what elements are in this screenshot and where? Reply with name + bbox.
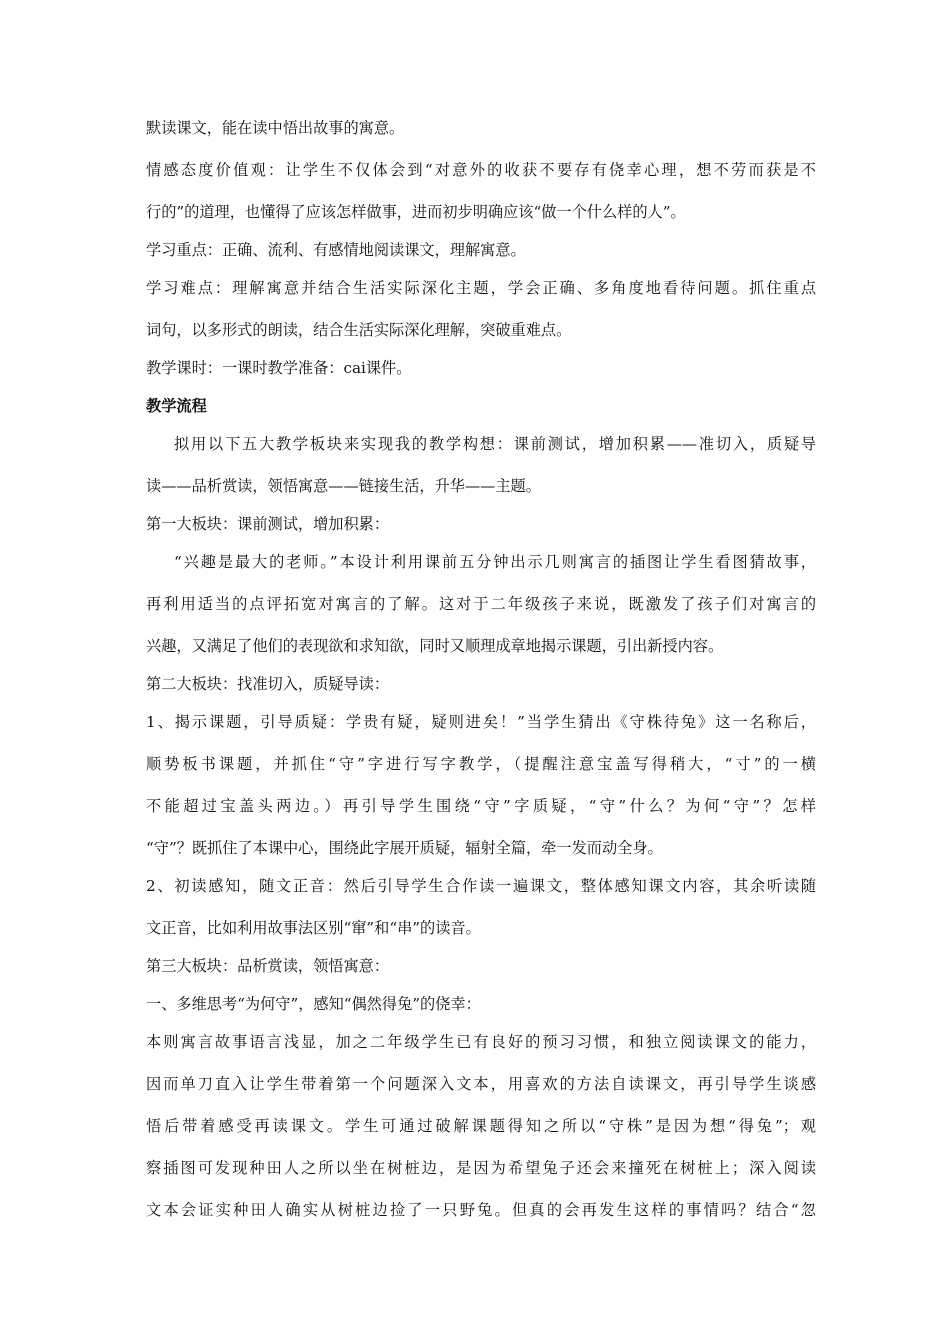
document-page [146,118,816,1220]
text-line: 文本会证实种田人确实从树桩边捡了一只野兔。但真的会再发生这样的事情吗？结合“忽 [146,1201,816,1219]
text-line: 词句，以多形式的朗读，结合生活实际深化理解，突破重难点。 [146,321,572,339]
text-line: 默读课文，能在读中悟出故事的寓意。 [146,119,405,137]
text-line: “兴趣是最大的老师。”本设计利用课前五分钟出示几则寓言的插图让学生看图猜故事， [174,553,816,571]
text-line: 一、多维思考“为何守”，感知“偶然得兔”的侥幸： [146,995,481,1013]
text-line: 情感态度价值观：让学生不仅体会到“对意外的收获不要存有侥幸心理，想不劳而获是不 [146,161,816,179]
text-line: 兴趣，又满足了他们的表现欲和求知欲，同时又顺理成章地揭示课题，引出新授内容。 [146,637,724,655]
text-line: 读——品析赏读，领悟寓意——链接生活，升华——主题。 [146,477,541,495]
text-line: 顺势板书课题，并抓住“守”字进行写字教学，（提醒注意宝盖写得稍大，“寸”的一横 [146,755,816,773]
text-line: 学习重点：正确、流利、有感情地阅读课文，理解寓意。 [146,241,526,259]
text-line: 文正音，比如利用故事法区别“窜”和“串”的读音。 [146,919,481,937]
section-heading: 教学流程 [146,397,207,415]
text-line: 第一大板块：课前测试，增加积累： [146,515,389,533]
text-line: 拟用以下五大教学板块来实现我的教学构想：课前测试，增加积累——准切入，质疑导 [174,435,816,453]
text-line: 因而单刀直入让学生带着第一个问题深入文本，用喜欢的方法自读课文，再引导学生谈感 [146,1075,816,1093]
text-line: 第二大板块：找准切入，质疑导读： [146,675,389,693]
text-line: 学习难点：理解寓意并结合生活实际深化主题，学会正确、多角度地看待问题。抓住重点 [146,279,816,297]
text-line: 悟后带着感受再读课文。学生可通过破解课题得知之所以“守株”是因为想“得兔”；观 [146,1117,816,1135]
text-line: 不能超过宝盖头两边。）再引导学生围绕“守”字质疑，“守”什么？为何“守”？怎样 [146,797,816,815]
text-line: 教学课时：一课时教学准备：cai课件。 [146,359,412,377]
text-line: 再利用适当的点评拓宽对寓言的了解。这对于二年级孩子来说，既激发了孩子们对寓言的 [146,595,816,613]
text-line: 1、揭示课题，引导质疑：学贵有疑，疑则进矣！”当学生猜出《守株待兔》这一名称后， [146,713,816,731]
text-line: 察插图可发现种田人之所以坐在树桩边，是因为希望兔子还会来撞死在树桩上；深入阅读 [146,1159,816,1177]
text-line: 第三大板块：品析赏读，领悟寓意： [146,957,389,975]
text-line: 本则寓言故事语言浅显，加之二年级学生已有良好的预习习惯，和独立阅读课文的能力， [146,1033,816,1051]
text-line: “守”？既抓住了本课中心，围绕此字展开质疑，辐射全篇，牵一发而动全身。 [146,839,663,857]
text-line: 2、初读感知，随文正音：然后引导学生合作读一遍课文，整体感知课文内容，其余听读随 [146,877,816,895]
text-line: 行的”的道理，也懂得了应该怎样做事，进而初步明确应该“做一个什么样的人”。 [146,203,686,221]
